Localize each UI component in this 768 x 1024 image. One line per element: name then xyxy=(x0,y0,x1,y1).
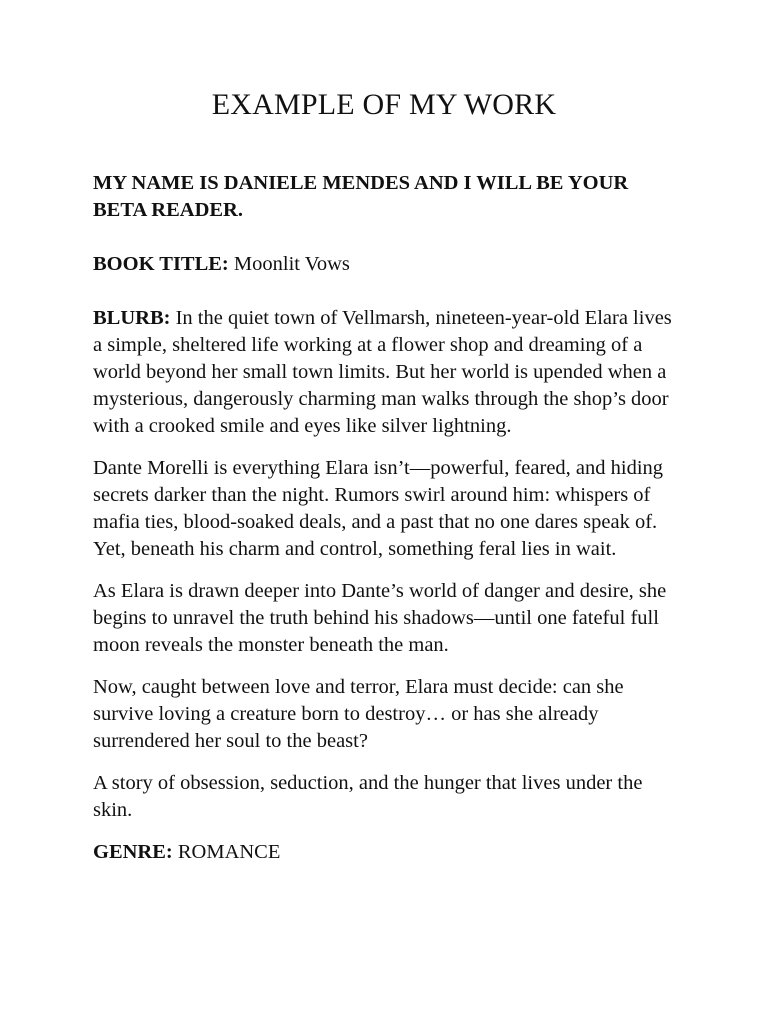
book-title-value: Moonlit Vows xyxy=(233,253,350,275)
genre-line xyxy=(93,839,683,866)
genre-value: ROMANCE xyxy=(177,841,281,863)
document-body xyxy=(93,170,683,866)
page-title: EXAMPLE OF MY WORK xyxy=(211,88,557,121)
intro-statement: MY NAME IS DANIELE MENDES AND I WILL BE YOUR BETA READER. xyxy=(93,172,629,221)
blurb-paragraph-3: As Elara is drawn deeper into Dante’s world of danger and desire, she begins to unravel the truth behind his shadows—until one fateful full moon reveals the monster beneath the man. xyxy=(93,580,667,656)
blurb-paragraph-2: Dante Morelli is everything Elara isn’t—powerful, feared, and hiding secrets darker than the night. Rumors swirl around him: whispers of mafia ties, blood-soaked deals, and a past that no one dares speak of. Yet, beneath his charm and control, something feral lies in wait. xyxy=(93,457,664,560)
blurb-paragraph xyxy=(93,305,683,440)
blurb-label: BLURB: xyxy=(93,307,171,329)
book-title-label: BOOK TITLE: xyxy=(93,253,229,275)
book-title-line xyxy=(93,251,683,278)
blurb-paragraph-5: A story of obsession, seduction, and the hunger that lives under the skin. xyxy=(93,772,643,821)
blurb-first-paragraph: In the quiet town of Vellmarsh, nineteen-year-old Elara lives a simple, sheltered life working at a flower shop and dreaming of a world beyond her small town limits. But her world is upended when a mysterious, dangerously charming man walks through the shop’s door with a crooked smile and eyes like silver lightning. xyxy=(93,307,672,437)
blurb-paragraph-4: Now, caught between love and terror, Elara must decide: can she survive loving a creature born to destroy… or has she already surrendered her soul to the beast? xyxy=(93,676,624,752)
genre-label: GENRE: xyxy=(93,841,173,863)
